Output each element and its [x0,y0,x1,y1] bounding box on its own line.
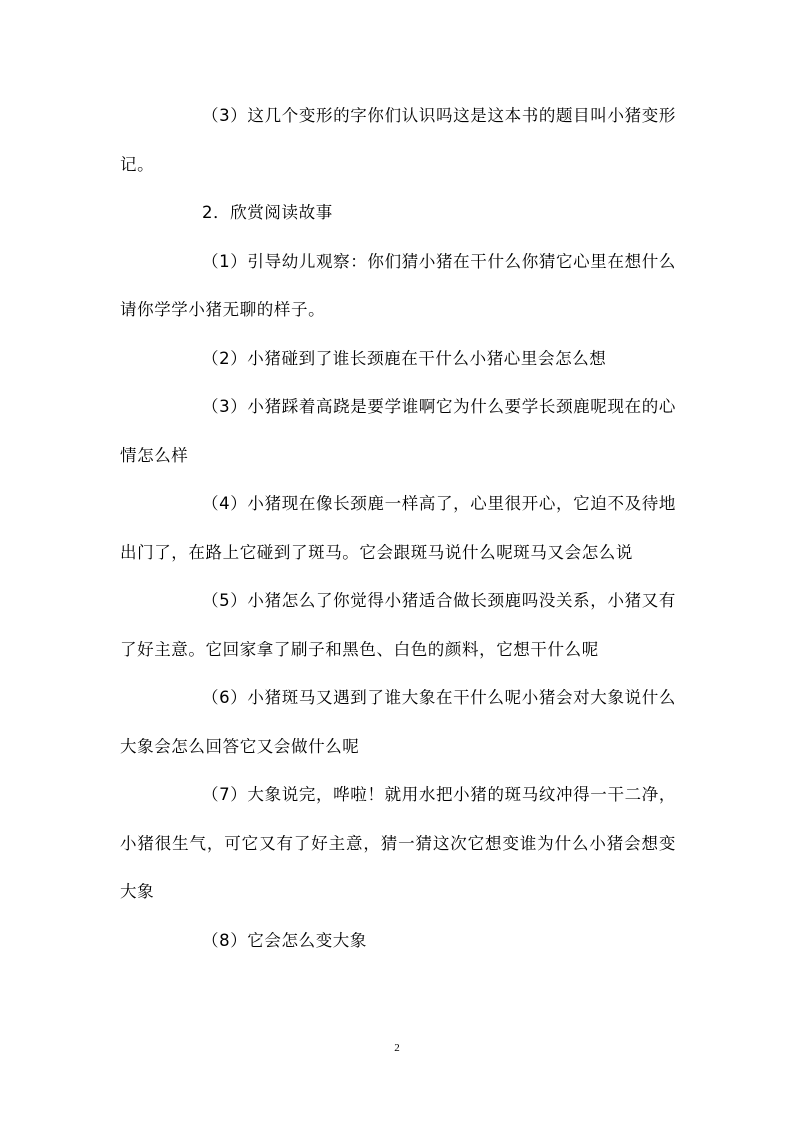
section-heading: 2．欣赏阅读故事 [202,203,333,222]
paragraph: （6）小猪斑马又遇到了谁大象在干什么呢小猪会对大象说什么大象会怎么回答它又会做什么呢 [120,688,676,756]
paragraph: （8）它会怎么变大象 [202,930,367,950]
paragraph: （1）引导幼儿观察：你们猜小猪在干什么你猜它心里在想什么请你学学小猪无聊的样子。 [120,251,676,319]
paragraph: （4）小猪现在像长颈鹿一样高了，心里很开心，它迫不及待地出门了，在路上它碰到了斑马。它会跟斑马说什么呢斑马又会怎么说 [120,494,676,562]
paragraph: （2）小猪碰到了谁长颈鹿在干什么小猪心里会怎么想 [202,348,607,368]
paragraph: （3）小猪踩着高跷是要学谁啊它为什么要学长颈鹿呢现在的心情怎么样 [120,397,676,465]
page-number: 2 [394,1042,400,1054]
body-text [120,92,676,965]
paragraph: （7）大象说完，哗啦！就用水把小猪的斑马纹冲得一干二净，小猪很生气，可它又有了好主意，猜一猜这次它想变谁为什么小猪会想变大象 [120,785,676,901]
paragraph: （3）这几个变形的字你们认识吗这是这本书的题目叫小猪变形记。 [120,106,676,174]
paragraph: （5）小猪怎么了你觉得小猪适合做长颈鹿吗没关系，小猪又有了好主意。它回家拿了刷子和黑色、白色的颜料，它想干什么呢 [120,591,676,659]
